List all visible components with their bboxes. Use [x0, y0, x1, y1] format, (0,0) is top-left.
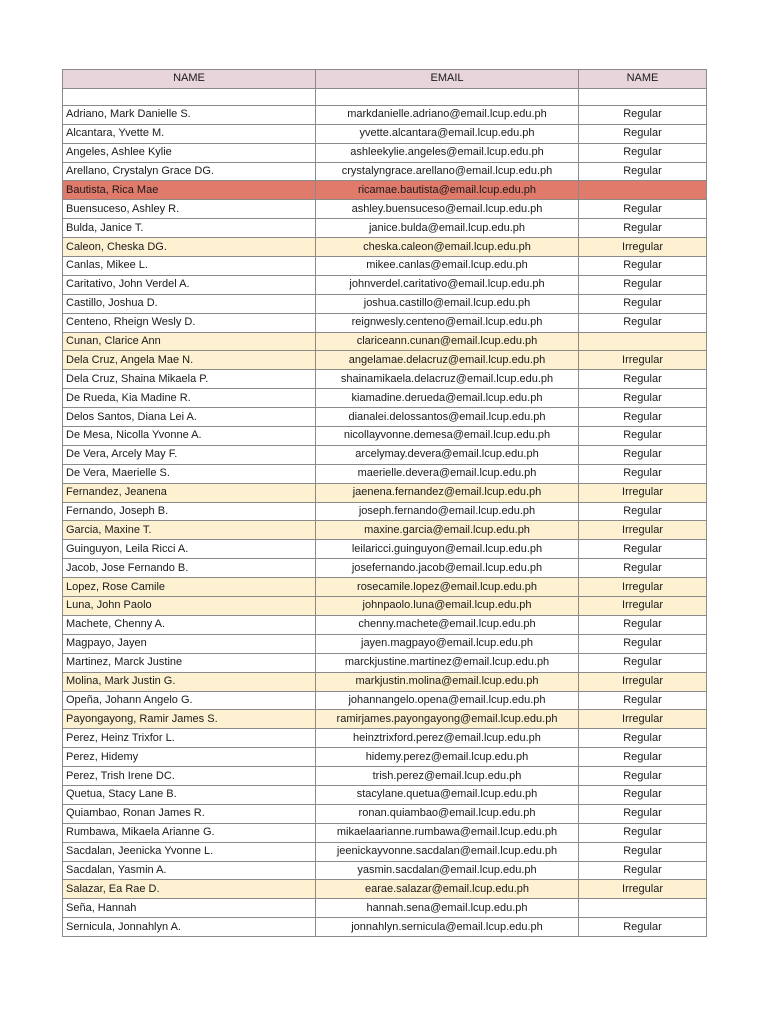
table-row: [63, 143, 707, 162]
email-cell[interactable]: shainamikaela.delacruz@email.lcup.edu.ph: [316, 370, 579, 389]
table-row: [63, 257, 707, 276]
status-cell[interactable]: Irregular: [579, 672, 707, 691]
email-cell[interactable]: jeenickayvonne.sacdalan@email.lcup.edu.ph: [316, 842, 579, 861]
name-cell[interactable]: Perez, Hidemy: [63, 748, 316, 767]
name-cell[interactable]: Molina, Mark Justin G.: [63, 672, 316, 691]
email-cell[interactable]: ashley.buensuceso@email.lcup.edu.ph: [316, 200, 579, 219]
table-row: [63, 219, 707, 238]
email-cell[interactable]: mikee.canlas@email.lcup.edu.ph: [316, 257, 579, 276]
name-cell[interactable]: Dela Cruz, Shaina Mikaela P.: [63, 370, 316, 389]
name-cell[interactable]: Castillo, Joshua D.: [63, 294, 316, 313]
status-cell[interactable]: Regular: [579, 143, 707, 162]
table-row: [63, 313, 707, 332]
email-cell[interactable]: leilaricci.guinguyon@email.lcup.edu.ph: [316, 540, 579, 559]
email-cell[interactable]: markjustin.molina@email.lcup.edu.ph: [316, 672, 579, 691]
status-cell[interactable]: Regular: [579, 615, 707, 634]
email-cell[interactable]: trish.perez@email.lcup.edu.ph: [316, 767, 579, 786]
name-cell[interactable]: Machete, Chenny A.: [63, 615, 316, 634]
email-cell[interactable]: heinztrixford.perez@email.lcup.edu.ph: [316, 729, 579, 748]
table-row: [63, 370, 707, 389]
table-row: [63, 767, 707, 786]
name-cell[interactable]: Bulda, Janice T.: [63, 219, 316, 238]
name-cell[interactable]: Delos Santos, Diana Lei A.: [63, 408, 316, 427]
status-cell[interactable]: Regular: [579, 275, 707, 294]
email-cell[interactable]: hannah.sena@email.lcup.edu.ph: [316, 899, 579, 918]
status-cell[interactable]: Regular: [579, 105, 707, 124]
status-cell[interactable]: Regular: [579, 313, 707, 332]
status-cell[interactable]: Irregular: [579, 710, 707, 729]
status-cell[interactable]: Regular: [579, 408, 707, 427]
email-cell[interactable]: crystalyngrace.arellano@email.lcup.edu.ph: [316, 162, 579, 181]
name-cell[interactable]: Quetua, Stacy Lane B.: [63, 785, 316, 804]
status-cell[interactable]: Regular: [579, 842, 707, 861]
status-cell[interactable]: Regular: [579, 124, 707, 143]
email-cell[interactable]: ramirjames.payongayong@email.lcup.edu.ph: [316, 710, 579, 729]
table-row: [63, 389, 707, 408]
status-cell[interactable]: Irregular: [579, 597, 707, 616]
table-row: [63, 880, 707, 899]
blank-cell: [63, 88, 316, 105]
student-table: [62, 69, 707, 937]
email-cell[interactable]: ronan.quiambao@email.lcup.edu.ph: [316, 804, 579, 823]
email-cell[interactable]: reignwesly.centeno@email.lcup.edu.ph: [316, 313, 579, 332]
name-cell[interactable]: Quiambao, Ronan James R.: [63, 804, 316, 823]
email-cell[interactable]: dianalei.delossantos@email.lcup.edu.ph: [316, 408, 579, 427]
status-cell[interactable]: Regular: [579, 785, 707, 804]
header-row: [63, 70, 707, 89]
table-row: [63, 578, 707, 597]
status-cell[interactable]: Irregular: [579, 483, 707, 502]
name-cell[interactable]: Magpayo, Jayen: [63, 634, 316, 653]
status-cell[interactable]: Regular: [579, 804, 707, 823]
table-body: [63, 88, 707, 936]
email-cell[interactable]: ricamae.bautista@email.lcup.edu.ph: [316, 181, 579, 200]
name-cell[interactable]: Caritativo, John Verdel A.: [63, 275, 316, 294]
status-cell[interactable]: Regular: [579, 162, 707, 181]
name-cell[interactable]: De Vera, Maerielle S.: [63, 464, 316, 483]
email-cell[interactable]: joshua.castillo@email.lcup.edu.ph: [316, 294, 579, 313]
status-cell[interactable]: Irregular: [579, 578, 707, 597]
status-cell[interactable]: [579, 899, 707, 918]
status-cell[interactable]: Irregular: [579, 238, 707, 257]
name-cell[interactable]: Sacdalan, Yasmin A.: [63, 861, 316, 880]
table-row: [63, 294, 707, 313]
table-row: [63, 691, 707, 710]
name-cell[interactable]: Caleon, Cheska DG.: [63, 238, 316, 257]
email-cell[interactable]: stacylane.quetua@email.lcup.edu.ph: [316, 785, 579, 804]
student-sheet: [62, 69, 706, 937]
table-row: [63, 842, 707, 861]
email-cell[interactable]: markdanielle.adriano@email.lcup.edu.ph: [316, 105, 579, 124]
status-cell[interactable]: Regular: [579, 445, 707, 464]
table-row: [63, 162, 707, 181]
status-cell[interactable]: Irregular: [579, 351, 707, 370]
name-cell[interactable]: Seña, Hannah: [63, 899, 316, 918]
name-cell[interactable]: Arellano, Crystalyn Grace DG.: [63, 162, 316, 181]
name-cell[interactable]: Centeno, Rheign Wesly D.: [63, 313, 316, 332]
email-cell[interactable]: maerielle.devera@email.lcup.edu.ph: [316, 464, 579, 483]
email-cell[interactable]: jonnahlyn.sernicula@email.lcup.edu.ph: [316, 918, 579, 937]
table-row: [63, 200, 707, 219]
table-row: [63, 275, 707, 294]
table-row: [63, 785, 707, 804]
blank-row: [63, 88, 707, 105]
name-cell[interactable]: Dela Cruz, Angela Mae N.: [63, 351, 316, 370]
email-cell[interactable]: clariceann.cunan@email.lcup.edu.ph: [316, 332, 579, 351]
table-row: [63, 483, 707, 502]
table-row: [63, 540, 707, 559]
table-row: [63, 124, 707, 143]
name-cell[interactable]: Angeles, Ashlee Kylie: [63, 143, 316, 162]
status-cell[interactable]: Regular: [579, 294, 707, 313]
blank-cell: [579, 88, 707, 105]
email-cell[interactable]: earae.salazar@email.lcup.edu.ph: [316, 880, 579, 899]
table-row: [63, 729, 707, 748]
status-cell[interactable]: Regular: [579, 767, 707, 786]
status-cell[interactable]: Regular: [579, 918, 707, 937]
table-row: [63, 351, 707, 370]
status-cell[interactable]: Regular: [579, 502, 707, 521]
name-cell[interactable]: Bautista, Rica Mae: [63, 181, 316, 200]
email-cell[interactable]: marckjustine.martinez@email.lcup.edu.ph: [316, 653, 579, 672]
name-cell[interactable]: Rumbawa, Mikaela Arianne G.: [63, 823, 316, 842]
name-cell[interactable]: Cunan, Clarice Ann: [63, 332, 316, 351]
name-cell[interactable]: Alcantara, Yvette M.: [63, 124, 316, 143]
email-cell[interactable]: jayen.magpayo@email.lcup.edu.ph: [316, 634, 579, 653]
table-row: [63, 427, 707, 446]
status-cell[interactable]: Regular: [579, 370, 707, 389]
email-cell[interactable]: jaenena.fernandez@email.lcup.edu.ph: [316, 483, 579, 502]
email-cell[interactable]: josefernando.jacob@email.lcup.edu.ph: [316, 559, 579, 578]
table-row: [63, 861, 707, 880]
table-row: [63, 823, 707, 842]
status-cell[interactable]: Regular: [579, 257, 707, 276]
name-cell[interactable]: De Mesa, Nicolla Yvonne A.: [63, 427, 316, 446]
status-cell[interactable]: Regular: [579, 748, 707, 767]
name-cell[interactable]: Jacob, Jose Fernando B.: [63, 559, 316, 578]
table-row: [63, 464, 707, 483]
table-row: [63, 615, 707, 634]
email-cell[interactable]: cheska.caleon@email.lcup.edu.ph: [316, 238, 579, 257]
email-cell[interactable]: yasmin.sacdalan@email.lcup.edu.ph: [316, 861, 579, 880]
status-cell[interactable]: Regular: [579, 389, 707, 408]
header-status: NAME: [579, 70, 707, 89]
name-cell[interactable]: Guinguyon, Leila Ricci A.: [63, 540, 316, 559]
email-cell[interactable]: rosecamile.lopez@email.lcup.edu.ph: [316, 578, 579, 597]
name-cell[interactable]: Buensuceso, Ashley R.: [63, 200, 316, 219]
blank-cell: [316, 88, 579, 105]
status-cell[interactable]: Regular: [579, 427, 707, 446]
status-cell[interactable]: Regular: [579, 200, 707, 219]
table-row: [63, 559, 707, 578]
status-cell[interactable]: [579, 332, 707, 351]
name-cell[interactable]: Fernandez, Jeanena: [63, 483, 316, 502]
table-row: [63, 332, 707, 351]
email-cell[interactable]: joseph.fernando@email.lcup.edu.ph: [316, 502, 579, 521]
name-cell[interactable]: Opeña, Johann Angelo G.: [63, 691, 316, 710]
table-row: [63, 597, 707, 616]
email-cell[interactable]: angelamae.delacruz@email.lcup.edu.ph: [316, 351, 579, 370]
email-cell[interactable]: yvette.alcantara@email.lcup.edu.ph: [316, 124, 579, 143]
status-cell[interactable]: Regular: [579, 729, 707, 748]
name-cell[interactable]: Sacdalan, Jeenicka Yvonne L.: [63, 842, 316, 861]
table-row: [63, 521, 707, 540]
name-cell[interactable]: Perez, Heinz Trixfor L.: [63, 729, 316, 748]
table-row: [63, 238, 707, 257]
email-cell[interactable]: janice.bulda@email.lcup.edu.ph: [316, 219, 579, 238]
status-cell[interactable]: Regular: [579, 559, 707, 578]
email-cell[interactable]: johnverdel.caritativo@email.lcup.edu.ph: [316, 275, 579, 294]
status-cell[interactable]: Regular: [579, 691, 707, 710]
email-cell[interactable]: arcelymay.devera@email.lcup.edu.ph: [316, 445, 579, 464]
name-cell[interactable]: Fernando, Joseph B.: [63, 502, 316, 521]
name-cell[interactable]: Salazar, Ea Rae D.: [63, 880, 316, 899]
status-cell[interactable]: Regular: [579, 823, 707, 842]
status-cell[interactable]: [579, 181, 707, 200]
table-row: [63, 408, 707, 427]
name-cell[interactable]: Perez, Trish Irene DC.: [63, 767, 316, 786]
name-cell[interactable]: Lopez, Rose Camile: [63, 578, 316, 597]
status-cell[interactable]: Irregular: [579, 880, 707, 899]
table-row: [63, 445, 707, 464]
status-cell[interactable]: Irregular: [579, 521, 707, 540]
table-row: [63, 672, 707, 691]
name-cell[interactable]: Martinez, Marck Justine: [63, 653, 316, 672]
table-row: [63, 918, 707, 937]
name-cell[interactable]: De Vera, Arcely May F.: [63, 445, 316, 464]
status-cell[interactable]: Regular: [579, 861, 707, 880]
name-cell[interactable]: Garcia, Maxine T.: [63, 521, 316, 540]
email-cell[interactable]: johannangelo.opena@email.lcup.edu.ph: [316, 691, 579, 710]
email-cell[interactable]: nicollayvonne.demesa@email.lcup.edu.ph: [316, 427, 579, 446]
email-cell[interactable]: mikaelaarianne.rumbawa@email.lcup.edu.ph: [316, 823, 579, 842]
name-cell[interactable]: Canlas, Mikee L.: [63, 257, 316, 276]
name-cell[interactable]: Adriano, Mark Danielle S.: [63, 105, 316, 124]
table-row: [63, 105, 707, 124]
table-row: [63, 181, 707, 200]
status-cell[interactable]: Regular: [579, 540, 707, 559]
name-cell[interactable]: Payongayong, Ramir James S.: [63, 710, 316, 729]
status-cell[interactable]: Regular: [579, 634, 707, 653]
table-row: [63, 748, 707, 767]
table-row: [63, 899, 707, 918]
email-cell[interactable]: ashleekylie.angeles@email.lcup.edu.ph: [316, 143, 579, 162]
name-cell[interactable]: De Rueda, Kia Madine R.: [63, 389, 316, 408]
table-row: [63, 502, 707, 521]
status-cell[interactable]: Regular: [579, 464, 707, 483]
email-cell[interactable]: chenny.machete@email.lcup.edu.ph: [316, 615, 579, 634]
status-cell[interactable]: Regular: [579, 653, 707, 672]
table-row: [63, 634, 707, 653]
table-row: [63, 653, 707, 672]
email-cell[interactable]: maxine.garcia@email.lcup.edu.ph: [316, 521, 579, 540]
table-row: [63, 710, 707, 729]
header-email: EMAIL: [316, 70, 579, 89]
email-cell[interactable]: hidemy.perez@email.lcup.edu.ph: [316, 748, 579, 767]
name-cell[interactable]: Luna, John Paolo: [63, 597, 316, 616]
status-cell[interactable]: Regular: [579, 219, 707, 238]
header-name: NAME: [63, 70, 316, 89]
email-cell[interactable]: kiamadine.derueda@email.lcup.edu.ph: [316, 389, 579, 408]
email-cell[interactable]: johnpaolo.luna@email.lcup.edu.ph: [316, 597, 579, 616]
table-row: [63, 804, 707, 823]
name-cell[interactable]: Sernicula, Jonnahlyn A.: [63, 918, 316, 937]
